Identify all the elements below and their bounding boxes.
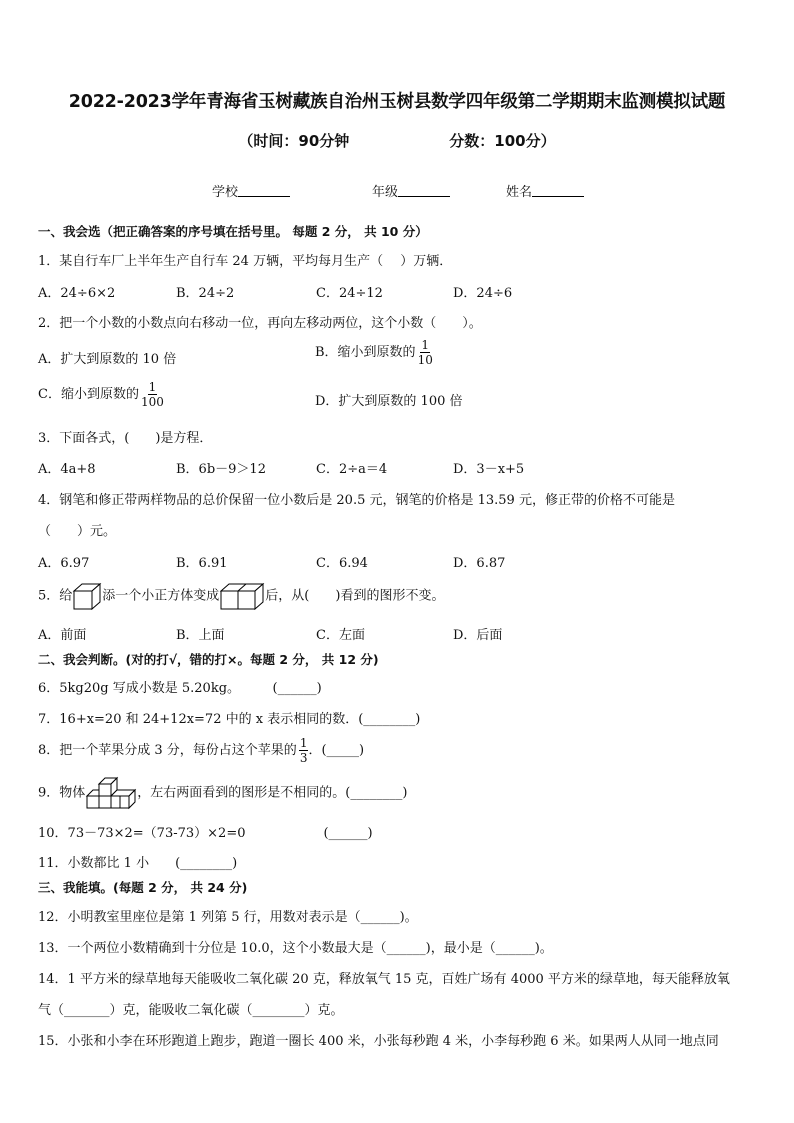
question-8: 8．把一个苹果分成 3 分，每份占这个苹果的 $\frac{1}{3}$ ．(_____) bbox=[38, 736, 365, 765]
score-label: 分数：100分） bbox=[449, 132, 556, 150]
section-heading-1: 一、我会选（把正确答案的序号填在括号里。 每题 2 分， 共 10 分） bbox=[38, 224, 428, 239]
section-heading-2: 二、我会判断。(对的打√，错的打×。每题 2 分， 共 12 分) bbox=[38, 652, 379, 667]
question-12: 12．小明教室里座位是第 1 列第 5 行，用数对表示是（______)。 bbox=[38, 910, 418, 925]
name-field: 姓名 bbox=[506, 181, 584, 200]
q3-option-d: D．3－x+5 bbox=[453, 462, 525, 477]
exam-meta bbox=[0, 130, 794, 151]
q5-option-a: A．前面 bbox=[38, 628, 87, 643]
q3-option-c: C．2÷a＝4 bbox=[316, 462, 388, 477]
question-7: 7．16+x=20 和 24+12x=72 中的 x 表示相同的数．(________) bbox=[38, 712, 421, 727]
question-11: 11．小数都比 1 小 (________) bbox=[38, 856, 238, 871]
q4-option-c: C．6.94 bbox=[316, 556, 368, 571]
grade-field: 年级 bbox=[372, 181, 450, 200]
question-10: 10．73－73×2=（73-73）×2=0 (______) bbox=[38, 826, 373, 841]
section-heading-3: 三、我能填。(每题 2 分， 共 24 分) bbox=[38, 880, 248, 895]
time-label: （时间：90分钟 bbox=[238, 132, 350, 150]
q4-option-b: B．6.91 bbox=[176, 556, 228, 571]
question-3: 3．下面各式，( )是方程． bbox=[38, 431, 213, 446]
q1-option-a: A．24÷6×2 bbox=[38, 286, 116, 301]
q5-option-b: B．上面 bbox=[176, 628, 225, 643]
q5-option-d: D．后面 bbox=[453, 628, 503, 643]
q2-option-a: A．扩大到原数的 10 倍 bbox=[38, 352, 177, 367]
question-6: 6．5kg20g 写成小数是 5.20kg。 (______) bbox=[38, 681, 322, 696]
q2-option-c: C．缩小到原数的 $\frac{1}{100}$ bbox=[38, 380, 164, 409]
question-4-cont: （ ）元。 bbox=[38, 524, 117, 539]
question-5: 5．给 添一个小正方体变成 后，从( )看到的图形不变。 bbox=[38, 582, 444, 610]
two-cubes-icon bbox=[219, 582, 265, 610]
q2-option-b: B．缩小到原数的 $\frac{1}{10}$ bbox=[315, 338, 433, 367]
single-cube-icon bbox=[72, 582, 102, 610]
q4-option-d: D．6.87 bbox=[453, 556, 506, 571]
question-15: 15．小张和小李在环形跑道上跑步，跑道一圈长 400 米，小张每秒跑 4 米，小李每秒跑 6 米。如果两人从同一地点同 bbox=[38, 1034, 719, 1049]
fraction: $\frac{1}{100}$ bbox=[140, 380, 164, 409]
q3-option-a: A．4a+8 bbox=[38, 462, 96, 477]
question-2: 2．把一个小数的小数点向右移动一位，再向左移动两位，这个小数（ ）。 bbox=[38, 316, 482, 331]
q1-option-c: C．24÷12 bbox=[316, 286, 383, 301]
question-14: 14．1 平方米的绿草地每天能吸收二氧化碳 20 克，释放氧气 15 克，百姓广场有 4000 平方米的绿草地，每天能释放氧 bbox=[38, 972, 730, 987]
question-14-cont: 气（_______）克，能吸收二氧化碳（________）克。 bbox=[38, 1003, 344, 1018]
question-4: 4．钢笔和修正带两样物品的总价保留一位小数后是 20.5 元，钢笔的价格是 13.59 元，修正带的价格不可能是 bbox=[38, 493, 675, 508]
q3-option-b: B．6b－9＞12 bbox=[176, 462, 266, 477]
q5-option-c: C．左面 bbox=[316, 628, 365, 643]
fraction: $\frac{1}{3}$ bbox=[299, 736, 308, 765]
q1-option-d: D．24÷6 bbox=[453, 286, 513, 301]
q2-option-d: D．扩大到原数的 100 倍 bbox=[315, 394, 463, 409]
q1-option-b: B．24÷2 bbox=[176, 286, 235, 301]
school-field: 学校 bbox=[212, 181, 290, 200]
question-1: 1．某自行车厂上半年生产自行车 24 万辆，平均每月生产（ ）万辆． bbox=[38, 254, 453, 269]
fraction: $\frac{1}{10}$ bbox=[417, 338, 433, 367]
cube-stack-icon bbox=[85, 776, 137, 810]
question-9: 9．物体 ，左右两面看到的图形是不相同的。(________) bbox=[38, 776, 407, 810]
page-title: 2022-2023学年青海省玉树藏族自治州玉树县数学四年级第二学期期末监测模拟试题 bbox=[68, 92, 726, 112]
question-13: 13．一个两位小数精确到十分位是 10.0，这个小数最大是（______)，最小是（______)。 bbox=[38, 941, 553, 956]
q4-option-a: A．6.97 bbox=[38, 556, 90, 571]
